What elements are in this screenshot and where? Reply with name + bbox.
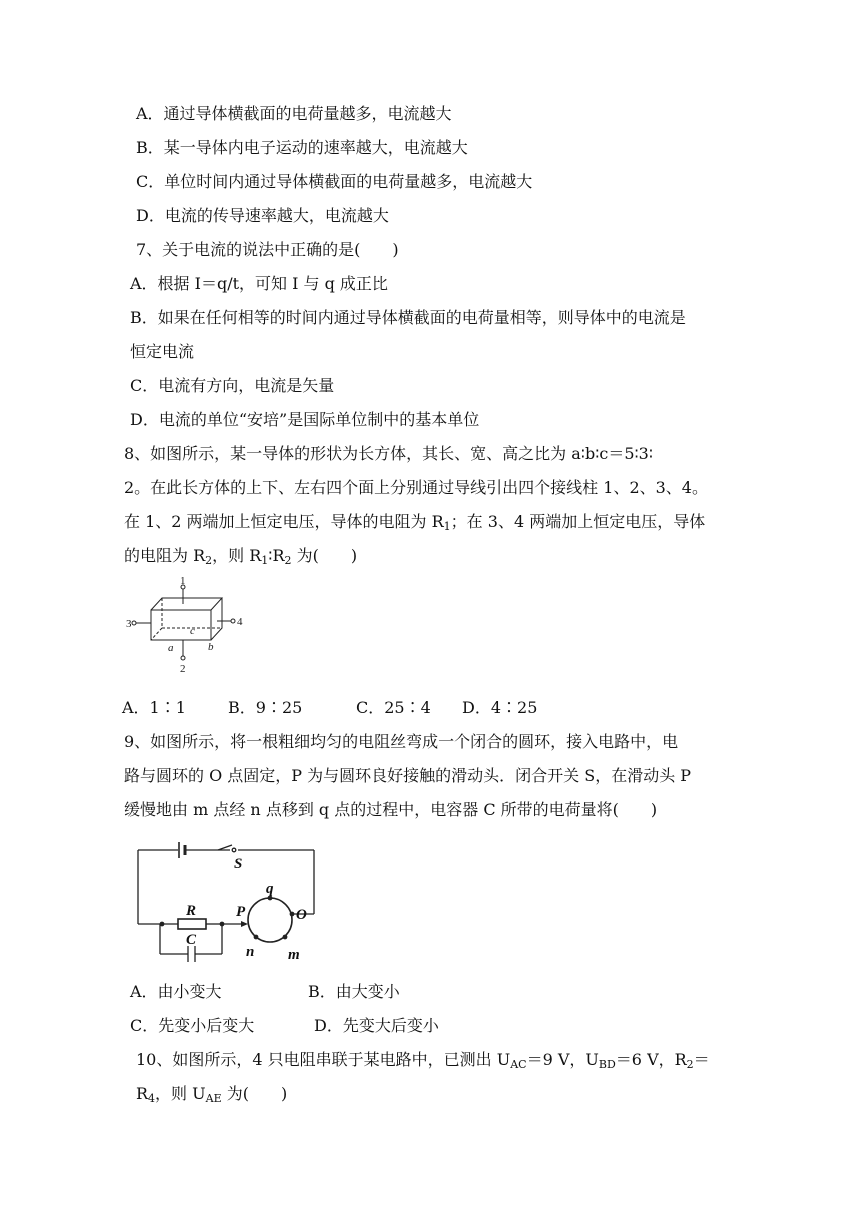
q8-stem-line1: 8、如图所示，某一导体的形状为长方体，其长、宽、高之比为 a∶b∶c＝5∶3∶ (124, 444, 654, 463)
q9-options-row1 (130, 981, 400, 1003)
q8-cuboid-figure (126, 576, 246, 678)
q6-option-b: B．某一导体内电子运动的速率越大，电流越大 (136, 138, 468, 157)
q7-option-b-line2: 恒定电流 (130, 342, 195, 361)
q9-label-c: C (186, 932, 197, 948)
q9-label-o: O (296, 907, 307, 923)
q7-stem: 7、关于电流的说法中正确的是( ) (136, 240, 399, 259)
q8-option-b: B．9∶25 (228, 698, 303, 717)
q7-option-d: D．电流的单位“安培”是国际单位制中的基本单位 (130, 410, 480, 429)
q8-label-3: 3 (126, 618, 132, 630)
q6-option-c: C．单位时间内通过导体横截面的电荷量越多，电流越大 (136, 172, 533, 191)
q9-stem-line2: 路与圆环的 O 点固定，P 为与圆环良好接触的滑动头．闭合开关 S，在滑动头 P (124, 766, 692, 785)
q9-label-n: n (246, 944, 255, 960)
q9-option-c: C．先变小后变大 (130, 1016, 255, 1035)
q8-label-4: 4 (237, 616, 243, 628)
q6-option-d: D．电流的传导速率越大，电流越大 (136, 206, 389, 225)
q8-option-a: A．1∶1 (122, 698, 186, 717)
q6-option-a: A．通过导体横截面的电荷量越多，电流越大 (136, 104, 452, 123)
q9-options-row2 (130, 1015, 439, 1037)
q8-label-b: b (208, 641, 214, 653)
q9-stem-line3: 缓慢地由 m 点经 n 点移到 q 点的过程中，电容器 C 所带的电荷量将( ) (124, 800, 658, 819)
q9-label-q: q (266, 881, 274, 897)
q8-stem-line4: 的电阻为 $R_2$，则 $R_1∶R_2$ 为( ) (124, 546, 358, 567)
q9-option-d: D．先变大后变小 (314, 1016, 439, 1035)
q9-label-s: S (234, 856, 243, 872)
q10-stem-line2: $R_4$，则 $U_{AE}$ 为( ) (136, 1084, 288, 1105)
q9-option-a: A．由小变大 (130, 982, 222, 1001)
q8-option-c: C．25∶4 (356, 698, 431, 717)
q9-label-p: P (236, 904, 246, 920)
q8-options (122, 697, 537, 719)
q8-stem-line2: 2。在此长方体的上下、左右四个面上分别通过导线引出四个接线柱 1、2、3、4。 (124, 478, 708, 497)
q8-label-c: c (190, 625, 195, 637)
q8-label-a: a (168, 642, 174, 654)
q9-option-b: B．由大变小 (308, 982, 400, 1001)
q8-label-1: 1 (180, 576, 186, 587)
q10-stem-line1: 10、如图所示，4 只电阻串联于某电路中，已测出 $U_{AC}=9$ V，$U_{BD}=6$ V，$R_2=$ (136, 1050, 710, 1071)
q7-option-b-line1: B．如果在任何相等的时间内通过导体横截面的电荷量相等，则导体中的电流是 (130, 308, 686, 327)
q7-option-c: C．电流有方向，电流是矢量 (130, 376, 335, 395)
q9-label-m: m (288, 947, 300, 963)
q9-label-r: R (186, 903, 197, 919)
q8-label-2: 2 (180, 663, 186, 675)
q8-stem-line3: 在 1、2 两端加上恒定电压，导体的电阻为 $R_1$；在 3、4 两端加上恒定电压，导体 (124, 512, 706, 533)
q7-option-a: A．根据 I＝q/t，可知 I 与 q 成正比 (130, 274, 388, 293)
q8-option-d: D．4∶25 (462, 698, 538, 717)
q9-stem-line1: 9、如图所示，将一根粗细均匀的电阻丝弯成一个闭合的圆环，接入电路中，电 (124, 732, 679, 751)
q9-circuit-figure (130, 836, 330, 968)
